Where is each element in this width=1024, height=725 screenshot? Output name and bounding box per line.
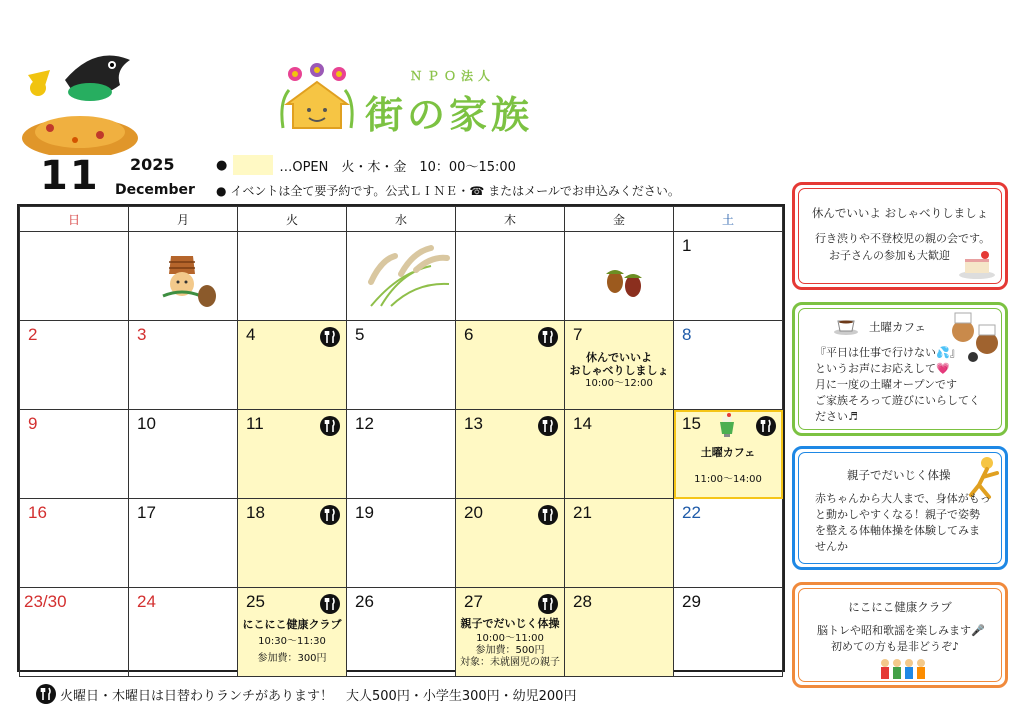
fork-knife-icon bbox=[756, 416, 776, 436]
day-number: 24 bbox=[137, 592, 156, 611]
info-panel-rest-chat bbox=[792, 182, 1008, 290]
event-block bbox=[565, 351, 673, 390]
day-number: 19 bbox=[355, 503, 374, 522]
panel-text: 行き渋りや不登校児の親の会です。 bbox=[815, 232, 991, 245]
fork-knife-icon bbox=[320, 416, 340, 436]
day-cell bbox=[456, 232, 565, 321]
month-name-label: December bbox=[115, 182, 195, 198]
calendar-week bbox=[20, 588, 783, 677]
fork-knife-icon bbox=[320, 594, 340, 614]
panel-text: ご家族そろって遊びにいらしてく bbox=[815, 394, 980, 407]
event-title: 土曜カフェ bbox=[700, 446, 756, 459]
day-number: 7 bbox=[573, 325, 583, 344]
day-number: 16 bbox=[28, 503, 47, 522]
day-number: 6 bbox=[464, 325, 474, 344]
weekday-sun: 日 bbox=[20, 207, 129, 232]
event-time: 11:00～14:00 bbox=[694, 474, 762, 485]
fork-knife-icon bbox=[538, 505, 558, 525]
day-number: 3 bbox=[137, 325, 147, 344]
pinecone-icon bbox=[157, 246, 221, 310]
day-number: 1 bbox=[682, 236, 692, 255]
event-block bbox=[674, 446, 782, 486]
fork-knife-icon bbox=[538, 416, 558, 436]
day-number: 15 bbox=[682, 414, 701, 433]
bullet-icon: ● bbox=[216, 184, 227, 198]
day-number: 12 bbox=[355, 414, 374, 433]
event-fee: 参加費：300円 bbox=[257, 653, 327, 664]
panel-text: せんか bbox=[815, 540, 848, 553]
lunch-footer-note bbox=[36, 684, 576, 704]
open-hours-note bbox=[216, 155, 516, 175]
panel-title: 土曜カフェ bbox=[869, 320, 926, 334]
panel-text: 月に一度の土曜オープンです bbox=[815, 378, 958, 391]
day-cell bbox=[674, 410, 783, 499]
weekday-thu: 木 bbox=[456, 207, 565, 232]
footer-text: 火曜日・木曜日は日替わりランチがあります！ 大人500円・小学生300円・幼児200円 bbox=[60, 688, 577, 704]
fork-knife-icon bbox=[538, 594, 558, 614]
event-block bbox=[456, 618, 564, 669]
day-cell bbox=[565, 588, 674, 677]
panel-text: ださい♬ bbox=[815, 410, 858, 423]
fork-knife-icon bbox=[320, 505, 340, 525]
day-cell bbox=[456, 499, 565, 588]
event-reservation-text: イベントは全て要予約です。公式ＬＩＮＥ・☎ またはメールでお申込みください。 bbox=[230, 184, 680, 198]
day-cell bbox=[674, 232, 783, 321]
event-time: 10:00～12:00 bbox=[585, 378, 653, 389]
pampas-grass-icon bbox=[361, 242, 451, 308]
calendar-week bbox=[20, 232, 783, 321]
day-cell bbox=[347, 499, 456, 588]
day-cell bbox=[347, 232, 456, 321]
panel-text: 『平日は仕事で行けない💦』 bbox=[815, 346, 961, 359]
day-cell bbox=[565, 499, 674, 588]
event-target: 対象：未就園児の親子 bbox=[460, 657, 560, 668]
seniors-group-icon bbox=[877, 657, 927, 683]
day-number: 2 bbox=[28, 325, 38, 344]
cake-stand-icon bbox=[957, 245, 997, 281]
panel-title: 親子でだいじく体操 bbox=[847, 468, 951, 482]
event-title: おしゃべりしましょ bbox=[569, 364, 669, 377]
panel-text: 脳トレや昭和歌謡を楽しみます🎤 bbox=[817, 624, 985, 637]
cream-soda-icon bbox=[716, 412, 738, 438]
acorn-icon bbox=[601, 258, 647, 302]
day-number: 8 bbox=[682, 325, 692, 344]
highlight-swatch bbox=[233, 155, 273, 175]
day-number: 17 bbox=[137, 503, 156, 522]
day-cell bbox=[347, 588, 456, 677]
day-number: 29 bbox=[682, 592, 701, 611]
day-number: 13 bbox=[464, 414, 483, 433]
year-label: 2025 bbox=[130, 155, 175, 174]
day-number: 14 bbox=[573, 414, 592, 433]
coffee-cup-icon bbox=[833, 319, 859, 335]
day-cell bbox=[456, 588, 565, 677]
calendar-week bbox=[20, 321, 783, 410]
day-cell bbox=[129, 410, 238, 499]
day-number: 22 bbox=[682, 503, 701, 522]
event-title: 休んでいいよ bbox=[586, 351, 652, 364]
day-cell bbox=[674, 499, 783, 588]
day-cell bbox=[238, 588, 347, 677]
day-cell bbox=[129, 232, 238, 321]
event-title: 親子でだいじく体操 bbox=[460, 617, 560, 630]
info-panel-saturday-cafe bbox=[792, 302, 1008, 436]
day-cell bbox=[238, 410, 347, 499]
day-number: 10 bbox=[137, 414, 156, 433]
weekday-tue: 火 bbox=[238, 207, 347, 232]
day-cell bbox=[20, 410, 129, 499]
panel-text: と動かしやすくなる！親子で姿勢 bbox=[815, 508, 980, 521]
fork-knife-icon bbox=[538, 327, 558, 347]
panel-text: 初めての方も是非どうぞ♪ bbox=[831, 640, 960, 653]
day-cell bbox=[674, 321, 783, 410]
day-cell bbox=[674, 588, 783, 677]
day-cell bbox=[347, 410, 456, 499]
event-reservation-note bbox=[216, 182, 680, 199]
logo-name: 街の家族 bbox=[365, 92, 534, 137]
month-number: 11 bbox=[40, 153, 100, 199]
calendar-grid bbox=[17, 204, 785, 672]
event-block bbox=[238, 616, 346, 667]
fork-knife-icon bbox=[36, 684, 56, 704]
day-number: 21 bbox=[573, 503, 592, 522]
day-number: 23/30 bbox=[24, 592, 67, 611]
logo-npo-label: ＮＰＯ法人 bbox=[410, 69, 496, 83]
day-cell bbox=[347, 321, 456, 410]
day-cell bbox=[238, 321, 347, 410]
panel-title: にこにこ健康クラブ bbox=[848, 600, 952, 614]
info-panel-health-club bbox=[792, 582, 1008, 688]
day-number: 28 bbox=[573, 592, 592, 611]
day-cell bbox=[565, 232, 674, 321]
panel-text: お子さんの参加も大歓迎 bbox=[829, 249, 950, 262]
day-number: 27 bbox=[464, 592, 483, 611]
info-panel-parent-child-exercise bbox=[792, 446, 1008, 570]
day-cell bbox=[565, 410, 674, 499]
weekday-wed: 水 bbox=[347, 207, 456, 232]
event-fee: 参加費：500円 bbox=[475, 645, 545, 656]
bullet-icon: ● bbox=[216, 157, 228, 173]
weekday-fri: 金 bbox=[565, 207, 674, 232]
day-cell bbox=[565, 321, 674, 410]
panel-title: 休んでいいよ おしゃべりしましょ bbox=[811, 206, 989, 220]
event-time: 10:00～11:00 bbox=[476, 633, 544, 644]
day-cell bbox=[129, 321, 238, 410]
house-logo-icon bbox=[275, 62, 365, 134]
panel-text: を整える体軸体操を体験してみま bbox=[815, 524, 980, 537]
weekday-sat: 土 bbox=[674, 207, 783, 232]
event-time: 10:30～11:30 bbox=[258, 636, 326, 647]
day-number: 5 bbox=[355, 325, 365, 344]
day-cell bbox=[238, 232, 347, 321]
weekday-mon: 月 bbox=[129, 207, 238, 232]
day-number: 25 bbox=[246, 592, 265, 611]
calendar-week bbox=[20, 499, 783, 588]
event-title: にこにこ健康クラブ bbox=[242, 618, 342, 631]
day-number: 18 bbox=[246, 503, 265, 522]
day-cell bbox=[20, 499, 129, 588]
day-cell bbox=[456, 410, 565, 499]
day-number: 4 bbox=[246, 325, 256, 344]
calendar-week bbox=[20, 410, 783, 499]
day-number: 9 bbox=[28, 414, 38, 433]
day-cell bbox=[129, 588, 238, 677]
day-cell bbox=[238, 499, 347, 588]
day-cell bbox=[129, 499, 238, 588]
day-number: 11 bbox=[246, 414, 264, 433]
fork-knife-icon bbox=[320, 327, 340, 347]
day-cell bbox=[20, 588, 129, 677]
open-hours-text: …OPEN 火・木・金 10：00～15:00 bbox=[279, 159, 516, 175]
day-cell bbox=[456, 321, 565, 410]
day-number: 26 bbox=[355, 592, 374, 611]
day-cell bbox=[20, 232, 129, 321]
day-number: 20 bbox=[464, 503, 483, 522]
day-cell bbox=[20, 321, 129, 410]
weekday-header-row bbox=[20, 207, 783, 232]
panel-text: というお声にお応えして💗 bbox=[815, 362, 950, 375]
panel-text: 赤ちゃんから大人まで、身体がもっ bbox=[815, 492, 991, 505]
autumn-leaves-crow-illustration bbox=[20, 40, 140, 155]
